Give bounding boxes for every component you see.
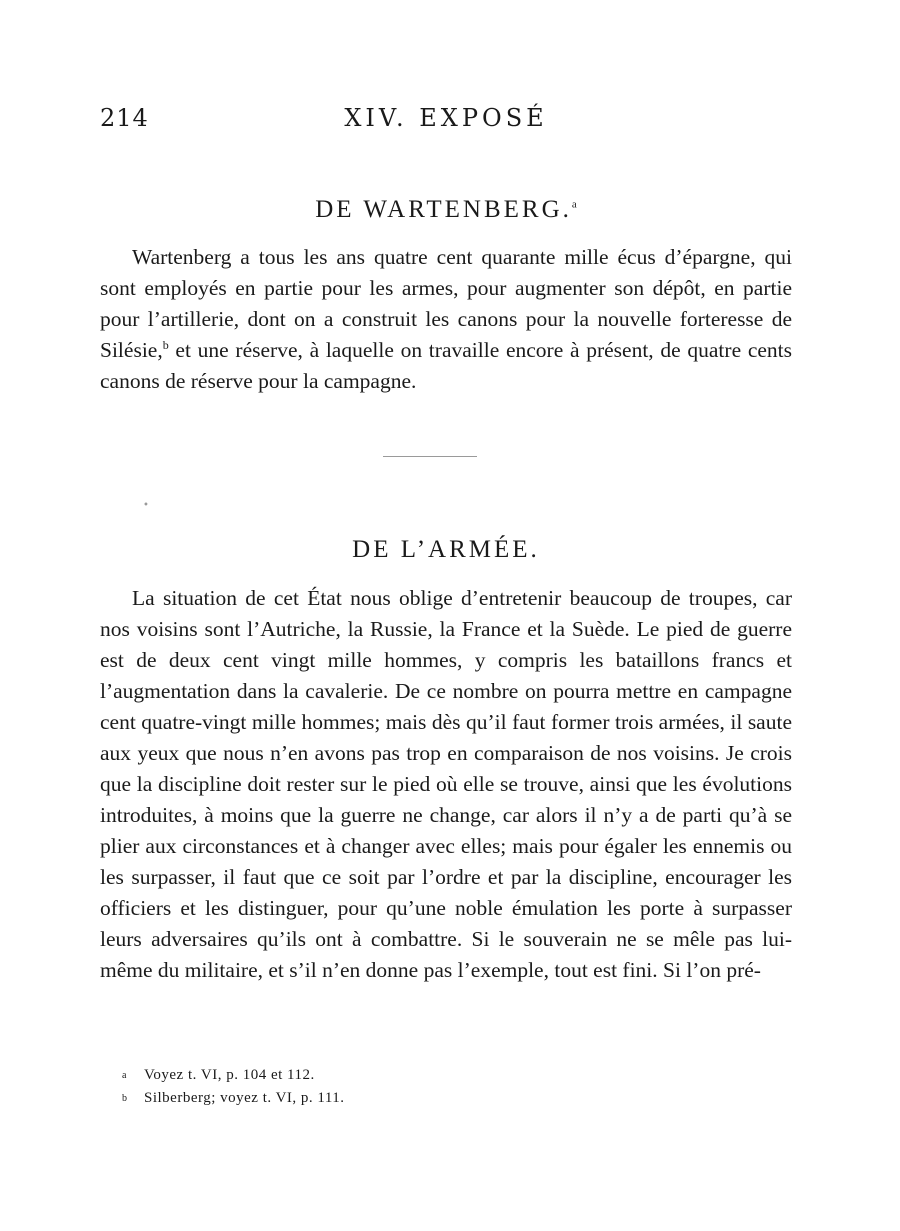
page-number: 214 <box>100 104 149 132</box>
section-title-wartenberg <box>100 196 792 224</box>
footnote-ref-b: b <box>162 337 169 352</box>
footnote-text: Silberberg; voyez t. VI, p. 111. <box>144 1090 345 1106</box>
section-title-text: DE WARTENBERG. <box>315 196 572 223</box>
section-title-text: DE L’ARMÉE. <box>352 536 540 563</box>
footnote-mark: b <box>122 1093 127 1104</box>
paragraph-armee: La situation de cet État nous oblige d’entretenir beaucoup de troupes, car nos voisins sont l’Autriche, la Russie, la France et la Suède. Le pied de guerre est de deux cent vingt mille hommes, y compris les bataillons francs et l’augmentation dans la cavalerie. De ce nombre on pourra mettre en campagne cent quatre-vingt mille hommes; mais dès qu’il faut former trois armées, il saute aux yeux que nous n’en avons pas trop en comparaison de nos voisins. Je crois que la discipline doit rester sur le pied où elle se trouve, ainsi que les évolutions introduites, à moins que la guerre ne change, car alors il n’y a de parti qu’à se plier aux circonstances et à changer avec elles; mais pour égaler les ennemis ou les surpasser, il faut que ce soit par l’ordre et par la discipline, encourager les officiers et les distinguer, pour qu’une noble émulation les porte à surpasser leurs adversaires qu’ils ont à combattre. Si le souverain ne se mêle pas lui-même du militaire, et s’il n’en donne pas l’exemple, tout est fini. Si l’on pré- <box>100 586 792 982</box>
footnote-item <box>122 1087 782 1110</box>
footnote-item <box>122 1064 782 1087</box>
footnotes <box>122 1064 782 1110</box>
paragraph-text-part2: et une réserve, à laquelle on travaille encore à présent, de quatre cents canons de réserve pour la campagne. <box>100 338 792 393</box>
footnote-mark: a <box>122 1070 127 1081</box>
paragraph-text-part1: Wartenberg a tous les ans quatre cent quarante mille écus d’épargne, qui sont employés en partie pour les armes, pour augmenter son dépôt, en partie pour l’artillerie, dont on a construit les canons pour la nouvelle forteresse de Silésie, <box>100 245 792 362</box>
footnote-ref-a: a <box>571 198 577 211</box>
running-head: XIV. EXPOSÉ <box>344 104 548 132</box>
page-speck: • <box>143 500 149 511</box>
footnote-text: Voyez t. VI, p. 104 et 112. <box>144 1067 315 1083</box>
section-title-armee <box>100 536 792 564</box>
paragraph-wartenberg <box>100 242 792 397</box>
page-header <box>100 104 792 140</box>
section-divider <box>383 456 477 457</box>
